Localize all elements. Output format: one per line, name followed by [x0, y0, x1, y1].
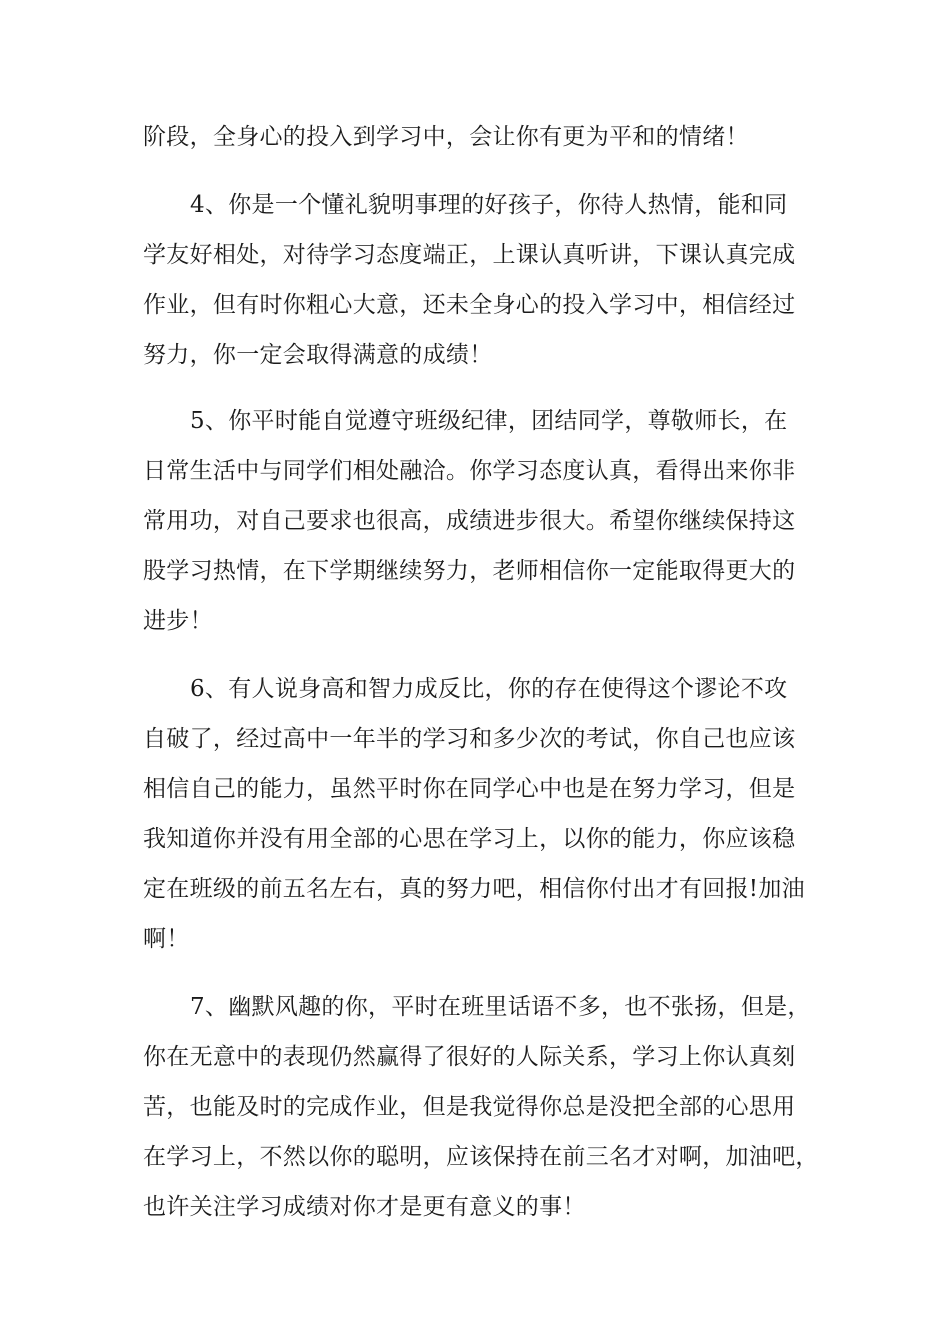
paragraph-line: 啊！ [143, 926, 190, 952]
paragraph-line: 进步！ [143, 608, 213, 634]
paragraph-line: 自破了，经过高中一年半的学习和多少次的考试，你自己也应该 [143, 726, 796, 752]
paragraph-line: 苦，也能及时的完成作业，但是我觉得你总是没把全部的心思用 [143, 1094, 796, 1120]
paragraph-line: 也许关注学习成绩对你才是更有意义的事！ [143, 1194, 586, 1220]
paragraph-line: 你在无意中的表现仍然赢得了很好的人际关系，学习上你认真刻 [143, 1044, 796, 1070]
paragraph-line: 阶段，全身心的投入到学习中，会让你有更为平和的情绪！ [143, 124, 749, 150]
paragraph-line: 股学习热情，在下学期继续努力，老师相信你一定能取得更大的 [143, 558, 796, 584]
paragraph-line: 日常生活中与同学们相处融洽。你学习态度认真，看得出来你非 [143, 458, 796, 484]
paragraph-line: 常用功，对自己要求也很高，成绩进步很大。希望你继续保持这 [143, 508, 796, 534]
paragraph-line: 5、你平时能自觉遵守班级纪律，团结同学，尊敬师长，在 [190, 408, 788, 434]
paragraph-line: 定在班级的前五名左右，真的努力吧，相信你付出才有回报!加油 [143, 876, 805, 902]
paragraph-line: 7、幽默风趣的你，平时在班里话语不多，也不张扬，但是， [190, 994, 811, 1020]
paragraph-line: 学友好相处，对待学习态度端正，上课认真听讲，下课认真完成 [143, 242, 796, 268]
paragraph-line: 相信自己的能力，虽然平时你在同学心中也是在努力学习，但是 [143, 776, 796, 802]
paragraph-line: 努力，你一定会取得满意的成绩！ [143, 342, 493, 368]
paragraph-line: 作业，但有时你粗心大意，还未全身心的投入学习中，相信经过 [143, 292, 796, 318]
paragraph-line: 6、有人说身高和智力成反比，你的存在使得这个谬论不攻 [190, 676, 788, 702]
paragraph-line: 在学习上，不然以你的聪明，应该保持在前三名才对啊，加油吧， [143, 1144, 819, 1170]
paragraph-line: 我知道你并没有用全部的心思在学习上，以你的能力，你应该稳 [143, 826, 796, 852]
paragraph-line: 4、你是一个懂礼貌明事理的好孩子，你待人热情，能和同 [190, 192, 788, 218]
